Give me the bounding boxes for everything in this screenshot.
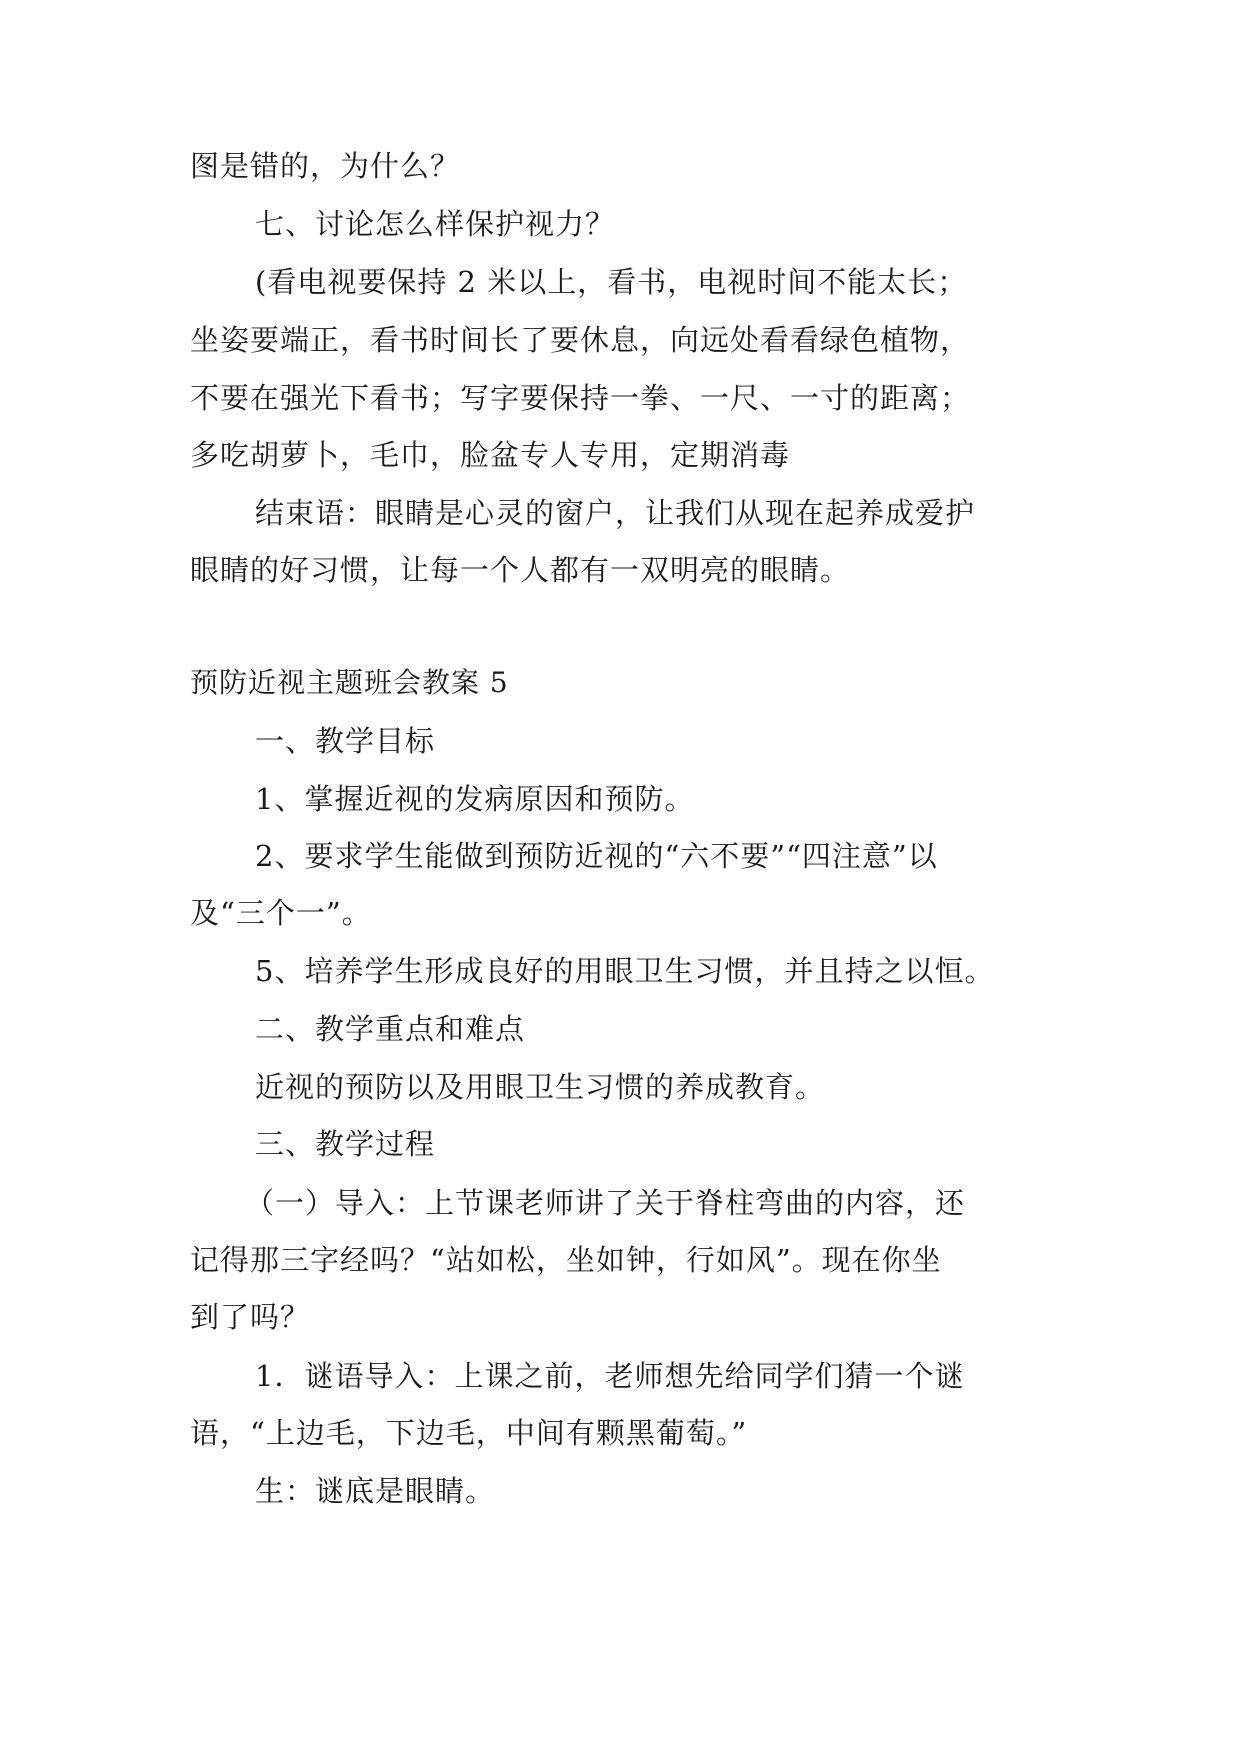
paragraph-line: 记得那三字经吗？“站如松，坐如钟，行如风”。现在你坐: [190, 1243, 942, 1277]
subheading: 二、教学重点和难点: [255, 1012, 526, 1046]
subheading: 三、教学过程: [255, 1127, 436, 1161]
paragraph-line: 到了吗？: [190, 1300, 311, 1334]
list-item-continuation: 及“三个一”。: [190, 896, 372, 930]
paragraph-line: 七、讨论怎么样保护视力？: [255, 207, 616, 241]
paragraph-line: 坐姿要端正，看书时间长了要休息，向远处看看绿色植物，: [190, 323, 971, 357]
paragraph-line: 语，“上边毛，下边毛，中间有颗黑葡萄。”: [190, 1416, 748, 1450]
subheading: 一、教学目标: [255, 724, 436, 758]
paragraph-line: 多吃胡萝卜，毛巾，脸盆专人专用，定期消毒: [190, 438, 791, 472]
paragraph-line: 1．谜语导入：上课之前，老师想先给同学们猜一个谜: [255, 1359, 965, 1393]
paragraph-line: 图是错的，为什么？: [190, 149, 461, 183]
list-item: 5、培养学生形成良好的用眼卫生习惯，并且持之以恒。: [255, 954, 995, 988]
list-item: 2、要求学生能做到预防近视的“六不要”“四注意”以: [255, 839, 938, 873]
paragraph-line: 生：谜底是眼睛。: [255, 1474, 496, 1508]
paragraph-line: 近视的预防以及用眼卫生习惯的养成教育。: [255, 1070, 826, 1104]
paragraph-line: （一）导入：上节课老师讲了关于脊柱弯曲的内容，还: [245, 1186, 966, 1220]
paragraph-line: 眼睛的好习惯，让每一个人都有一双明亮的眼睛。: [190, 553, 851, 587]
paragraph-line: (看电视要保持 2 米以上，看书，电视时间不能太长；: [255, 265, 968, 299]
paragraph-line: 结束语：眼睛是心灵的窗户，让我们从现在起养成爱护: [255, 496, 976, 530]
list-item: 1、掌握近视的发病原因和预防。: [255, 782, 695, 816]
paragraph-line: 不要在强光下看书；写字要保持一拳、一尺、一寸的距离；: [190, 381, 971, 415]
section-title: 预防近视主题班会教案 5: [190, 666, 509, 699]
